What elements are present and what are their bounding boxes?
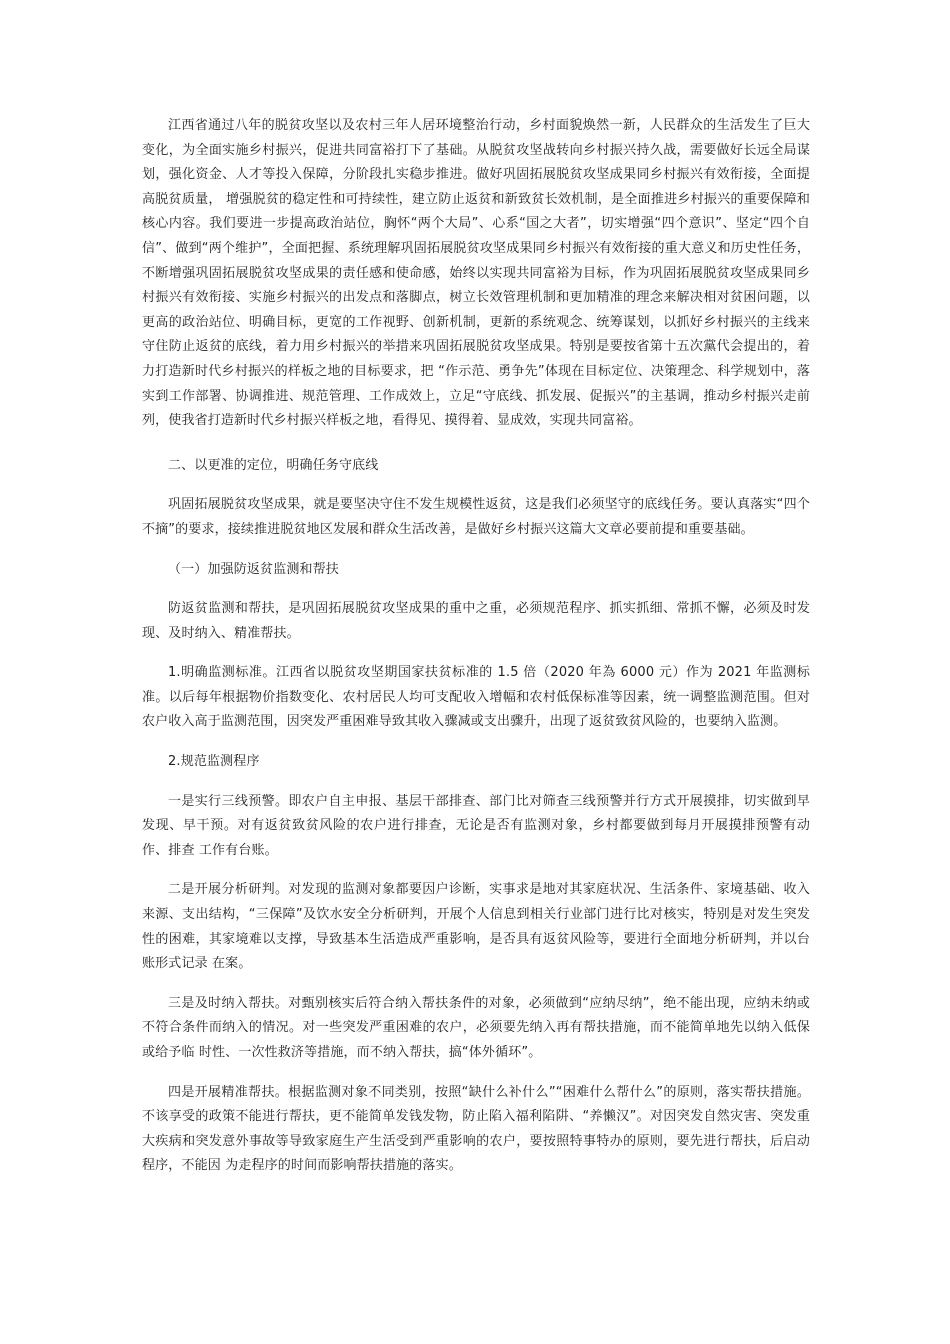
procedure-heading: 2.规范监测程序	[168, 754, 260, 770]
inclusion-paragraph: 三是及时纳入帮扶。对甄别核实后符合纳入帮扶条件的对象，必须做到“应纳尽纳”，绝不能出现，应纳未纳或不符合条件而纳入的情况。对一些突发严重困难的农户，必须要先纳入再有帮扶措施，而不能简单地先以纳入低保或给予临 时性、一次性救济等措施，而不纳入帮扶，搞“体外循环”。	[142, 995, 810, 1060]
warning-paragraph: 一是实行三线预警。即农户自主申报、基层干部排查、部门比对筛查三线预警并行方式开展摸排，切实做到早发现、早干预。对有返贫致贫风险的农户进行排查，无论是否有监测对象，乡村都要做到每月开展摸排预警有动作、排查 工作有台账。	[142, 793, 810, 858]
standard-paragraph: 1.明确监测标准。江西省以脱贫攻坚期国家扶贫标准的 1.5 倍（2020 年為 6000 元）作为 2021 年监测标准。以后每年根据物价指数变化、农村居民人均可支配收入增幅和农村低保标准等因素，统一调整监测范围。但对农户收入高于监测范围，因突发严重困难导致其收入骤减或支出骤升，出现了返贫致贫风险的，也要纳入监测。	[142, 665, 810, 730]
precise-assistance-paragraph: 四是开展精准帮扶。根据监测对象不同类别，按照“缺什么补什么”“困难什么帮什么”的原则，落实帮扶措施。不该享受的政策不能进行帮扶，更不能简单发钱发物，防止陷入福利陷阱、“养懒汉”。对因突发自然灾害、突发重大疾病和突发意外事故等导致家庭生产生活受到严重影响的农户，要按照特事特办的原则，要先进行帮扶，后启动程序，不能因 为走程序的时间而影响帮扶措施的落实。	[142, 1084, 810, 1174]
section-heading-two: 二、以更准的定位，明确任务守底线	[168, 457, 379, 473]
document-body	[142, 114, 810, 1179]
monitoring-paragraph: 防返贫监测和帮扶，是巩固拓展脱贫攻坚成果的重中之重，必须规范程序、抓实抓细、常抓不懈，必须及时发现、及时纳入、精准帮扶。	[142, 601, 810, 641]
subsection-heading-one: （一）加强防返贫监测和帮扶	[168, 561, 339, 577]
section-two-paragraph: 巩固拓展脱贫攻坚成果，就是要坚决守住不发生规模性返贫，这是我们必须坚守的底线任务。要认真落实“四个不摘”的要求，接续推进脱贫地区发展和群众生活改善，是做好乡村振兴这篇大文章必要前提和重要基础。	[142, 497, 810, 537]
intro-paragraph: 江西省通过八年的脱贫攻坚以及农村三年人居环境整治行动，乡村面貌焕然一新，人民群众的生活发生了巨大变化，为全面实施乡村振兴，促进共同富裕打下了基础。从脱贫攻坚战转向乡村振兴持久战，需要做好长远全局谋划，强化资金、人才等投入保障，分阶段扎实稳步推进。做好巩固拓展脱贫攻坚成果同乡村振兴有效衔接，全面提高脱贫质量， 增强脱贫的稳定性和可持续性，建立防止返贫和新致贫长效机制，是全面推进乡村振兴的重要保障和核心内容。我们要进一步提高政治站位，胸怀“两个大局”、心系“国之大者”，切实增强“四个意识”、坚定“四个自信”、做到“两个维护”，全面把握、系统理解巩固拓展脱贫攻坚成果同乡村振兴有效衔接的重大意义和历史性任务，不断增强巩固拓展脱贫攻坚成果的责任感和使命感，始终以实现共同富裕为目标，作为巩固拓展脱贫攻坚成果同乡村振兴有效衔接、实施乡村振兴的出发点和落脚点，树立长效管理机制和更加精准的理念来解决相对贫困问题，以更高的政治站位、明确目标，更宽的工作视野、创新机制，更新的系统观念、统筹谋划，以抓好乡村振兴的主线来守住防止返贫的底线，着力用乡村振兴的举措来巩固拓展脱贫攻坚成果。特别是要按省第十五次黨代会提出的，着力打造新时代乡村振兴的样板之地的目标要求，把 “作示范、勇争先”体现在目标定位、决策理念、科学规划中，落实到工作部署、协调推进、规范管理、工作成效上，立足“守底线、抓发展、促振兴”的主基调，推动乡村振兴走前列，使我省打造新时代乡村振兴样板之地，看得见、摸得着、显成效，实现共同富裕。	[142, 118, 810, 429]
analysis-paragraph: 二是开展分析研判。对发现的监测对象都要因户诊断，实事求是地对其家庭状况、生活条件、家境基础、收入来源、支出结构，“三保障”及饮水安全分析研判，开展个人信息到相关行业部门进行比对核实，特别是对发生突发性的困难，其家境难以支撑，导致基本生活造成严重影响，是否具有返贫风险等，要进行全面地分析研判，并以台账形式记录 在案。	[142, 882, 810, 972]
